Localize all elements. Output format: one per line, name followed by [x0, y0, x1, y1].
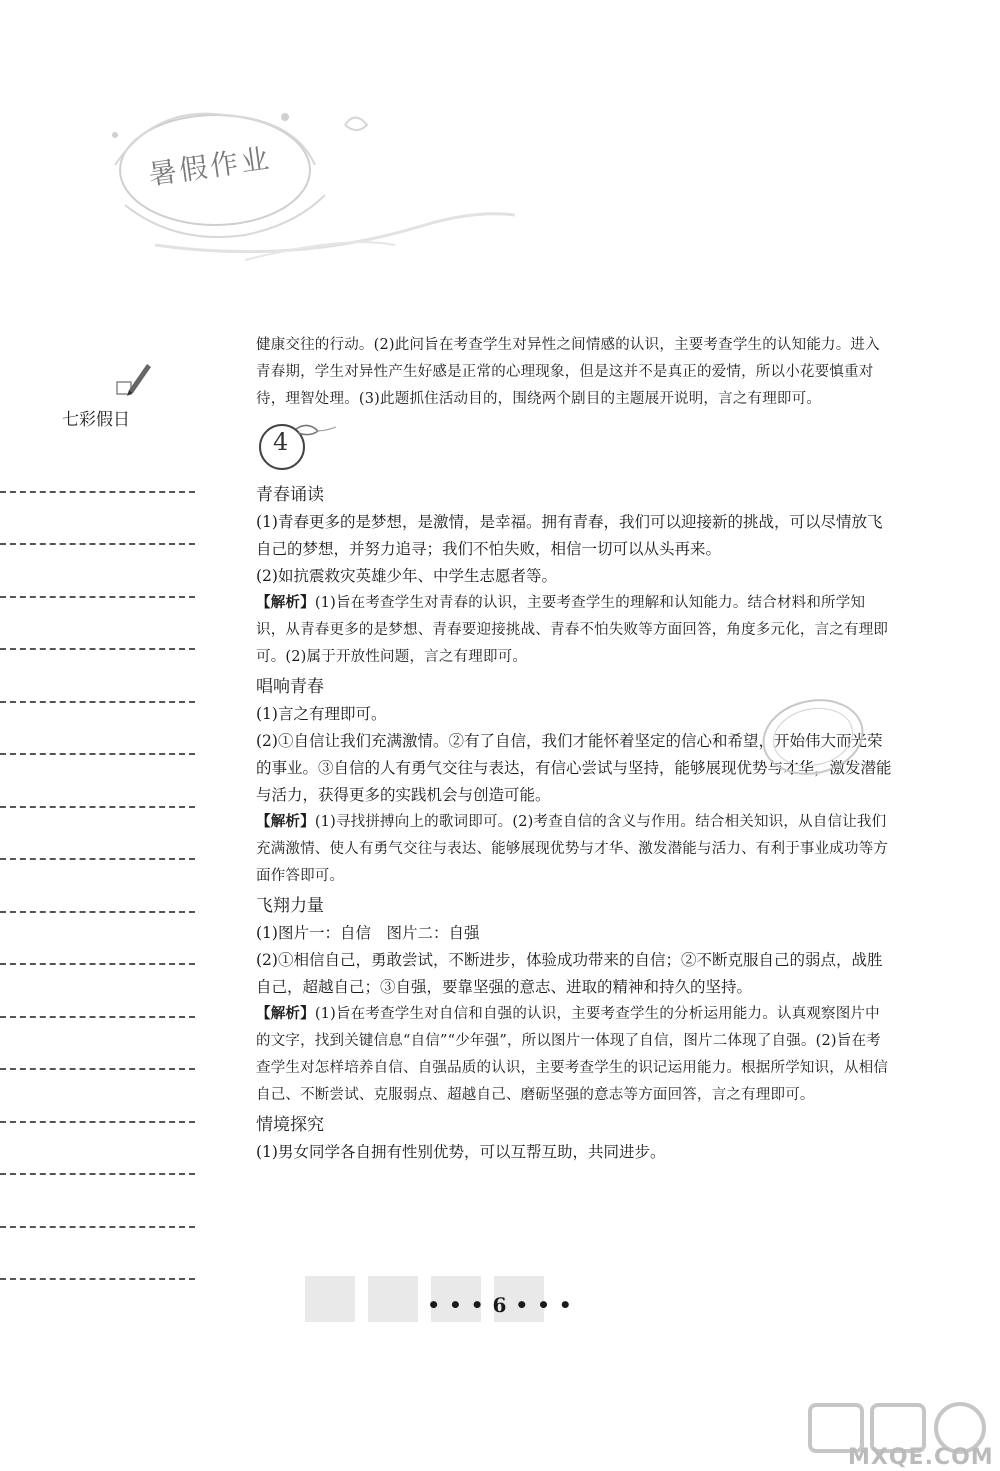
stamp-mark — [758, 695, 868, 780]
section-title: 青春诵读 — [256, 485, 324, 505]
note-line — [0, 808, 195, 861]
note-line — [0, 650, 195, 703]
section-title: 情境探究 — [256, 1115, 324, 1135]
analysis-tag: 【解析】 — [256, 814, 315, 830]
badge-ornament — [256, 419, 346, 477]
analysis-tag: 【解析】 — [256, 595, 315, 611]
analysis-block — [256, 1001, 892, 1109]
answer-item: (1)言之有理即可。 — [256, 705, 387, 723]
note-line — [0, 1123, 195, 1176]
answer-item: (1)图片一：自信 图片二：自强 — [256, 924, 480, 942]
section-number-badge — [256, 419, 346, 477]
note-line — [0, 965, 195, 1018]
note-line — [0, 1228, 195, 1281]
section-number: 4 — [273, 428, 289, 456]
pen-icon — [115, 360, 155, 400]
answer-item: (2)①相信自己，勇敢尝试，不断进步，体验成功带来的自信；②不断克服自己的弱点，战胜自己，超越自己；③自强，要靠坚强的意志、进取的精神和持久的坚持。 — [256, 951, 883, 996]
answer-item: (1)男女同学各自拥有性别优势，可以互帮互助，共同进步。 — [256, 1143, 666, 1161]
answer-item: (1)青春更多的是梦想，是激情，是幸福。拥有青春，我们可以迎接新的挑战，可以尽情放飞自己的梦想，并努力追寻；我们不怕失败，相信一切可以从头再来。 — [256, 513, 883, 558]
analysis-text: (1)旨在考查学生对青春的认识，主要考查学生的理解和认知能力。结合材料和所学知识，从青春更多的是梦想、青春要迎接挑战、青春不怕失败等方面回答，角度多元化，言之有理即可。(2)属于开放性问题，言之有理即可。 — [256, 595, 889, 665]
analysis-text: (1)寻找拼搏向上的歌词即可。(2)考查自信的含义与作用。结合相关知识，从自信让我们充满激情、使人有勇气交往与表达、能够展现优势与才华、激发潜能与活力、有利于事业成功等方面作答即可。 — [256, 814, 889, 884]
analysis-block — [256, 590, 892, 671]
note-line — [0, 1175, 195, 1228]
note-line — [0, 913, 195, 966]
analysis-tag: 【解析】 — [256, 1006, 315, 1022]
note-line — [0, 1070, 195, 1123]
analysis-block — [256, 809, 892, 890]
note-line — [0, 440, 195, 493]
note-line — [0, 703, 195, 756]
page-number: • • • 6 • • • — [427, 1293, 573, 1317]
section-title: 飞翔力量 — [256, 896, 324, 916]
sidebar-label: 七彩假日 — [62, 410, 130, 430]
site-watermark-url: MXQE.COM — [848, 1445, 994, 1470]
note-line — [0, 598, 195, 651]
note-line — [0, 545, 195, 598]
answer-item: (2)如抗震救灾英雄少年、中学生志愿者等。 — [256, 567, 557, 585]
note-line — [0, 860, 195, 913]
note-line — [0, 1018, 195, 1071]
note-lines — [0, 440, 195, 1280]
intro-paragraph: 健康交往的行动。(2)此问旨在考查学生对异性之间情感的认识，主要考查学生的认知能力。进入青春期，学生对异性产生好感是正常的心理现象，但是这并不是真正的爱情，所以小花要慎重对待，理智处理。(3)此题抓住活动目的，围绕两个剧目的主题展开说明，言之有理即可。 — [256, 337, 880, 407]
header-title: 暑假作业 — [146, 141, 274, 192]
note-line — [0, 755, 195, 808]
analysis-text: (1)旨在考查学生对自信和自强的认识，主要考查学生的分析运用能力。认真观察图片中的文字，找到关键信息“自信”“少年强”，所以图片一体现了自信，图片二体现了自强。(2)旨在考查学生对怎样培养自信、自强品质的认识，主要考查学生的识记运用能力。根据所学知识，从相信自己、不断尝试、克服弱点、超越自己、磨砺坚强的意志等方面回答，言之有理即可。 — [256, 1006, 889, 1103]
note-line — [0, 493, 195, 546]
answer-item: (2)①自信让我们充满激情。②有了自信，我们才能怀着坚定的信心和希望，开始伟大而光荣的事业。③自信的人有勇气交往与表达，有信心尝试与坚持，能够展现优势与才华，激发潜能与活力，获得更多的实践机会与创造可能。 — [256, 732, 892, 804]
section-title: 唱响青春 — [256, 677, 324, 697]
